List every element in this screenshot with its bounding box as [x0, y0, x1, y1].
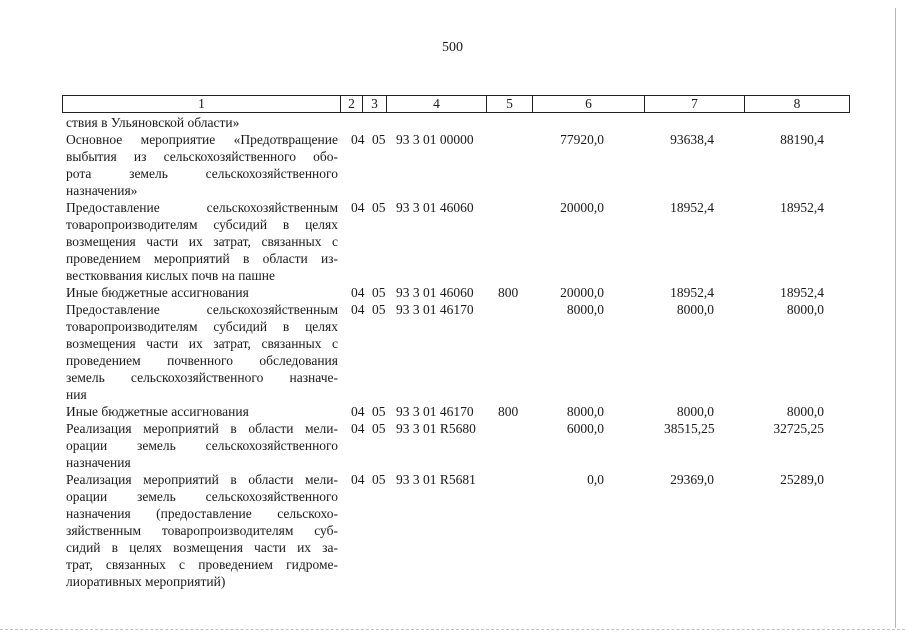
- amount-col6: 77920,0: [560, 132, 604, 147]
- column-header-1: 1: [63, 96, 341, 113]
- section-code: 04: [351, 302, 365, 317]
- column-header-7: 7: [645, 96, 745, 113]
- row-name-line: Иные бюджетные ассигнования: [66, 404, 249, 419]
- page-number: 500: [442, 40, 463, 55]
- table-row: [66, 403, 846, 420]
- amount-col6: 20000,0: [560, 200, 604, 215]
- amount-col7: 18952,4: [670, 200, 714, 215]
- subsection-code: 05: [372, 132, 386, 147]
- expense-type-code: 800: [498, 404, 519, 419]
- amount-col6: 20000,0: [560, 285, 604, 300]
- row-name: [66, 471, 338, 590]
- row-name-line: Основное мероприятие «Предотвращение: [66, 132, 338, 147]
- amount-col8: 18952,4: [780, 200, 824, 215]
- row-name-line: орации земель сельскохозяйственного: [66, 438, 338, 453]
- section-code: 04: [351, 285, 365, 300]
- table-row: [66, 284, 846, 301]
- amount-col8: 18952,4: [780, 285, 824, 300]
- amount-col8: 8000,0: [786, 404, 824, 419]
- table-row: [66, 131, 846, 199]
- amount-col6: 0,0: [587, 472, 604, 487]
- row-name-line: ствия в Ульяновской области»: [66, 115, 240, 130]
- column-header-row: [62, 95, 850, 113]
- row-name-line: Предоставление сельскохозяйственным: [66, 302, 338, 317]
- target-article-code: 93 3 01 46060: [396, 200, 474, 215]
- table-row: [66, 471, 846, 590]
- subsection-code: 05: [372, 200, 386, 215]
- amount-col6: 8000,0: [566, 404, 604, 419]
- amount-col8: 25289,0: [780, 472, 824, 487]
- row-name-line: Реализация мероприятий в области мели-: [66, 421, 338, 436]
- subsection-code: 05: [372, 404, 386, 419]
- budget-table-body: [66, 114, 846, 590]
- table-row: [66, 114, 846, 131]
- column-header-5: 5: [487, 96, 533, 113]
- subsection-code: 05: [372, 285, 386, 300]
- amount-col6: 6000,0: [566, 421, 604, 436]
- amount-col7: 29369,0: [670, 472, 714, 487]
- row-name-line: орации земель сельскохозяйственного: [66, 489, 338, 504]
- column-header-4: 4: [387, 96, 487, 113]
- column-header-8: 8: [745, 96, 850, 113]
- column-header-6: 6: [533, 96, 645, 113]
- amount-col7: 18952,4: [670, 285, 714, 300]
- target-article-code: 93 3 01 R5680: [396, 421, 476, 436]
- row-name: [66, 420, 338, 471]
- subsection-code: 05: [372, 302, 386, 317]
- amount-col8: 32725,25: [773, 421, 824, 436]
- row-name-line: возмещения части их затрат, связанных с: [66, 234, 338, 249]
- row-name-line: вестковвания кислых почв на пашне: [66, 268, 276, 283]
- row-name-line: товаропроизводителям субсидий в целях: [66, 319, 338, 334]
- expense-type-code: 800: [498, 285, 519, 300]
- row-name-line: назначения (предоставление сельскохо-: [66, 506, 338, 521]
- row-name-line: назначения: [66, 455, 131, 470]
- row-name-line: проведением почвенного обследования: [66, 353, 338, 368]
- target-article-code: 93 3 01 00000: [396, 132, 474, 147]
- row-name-line: зяйственным товаропроизводителям суб-: [66, 523, 338, 538]
- section-code: 04: [351, 472, 365, 487]
- row-name-line: ния: [66, 387, 87, 402]
- row-name: [66, 403, 338, 420]
- row-name-line: рота земель сельскохозяйственного: [66, 166, 338, 181]
- row-name-line: возмещения части их затрат, связанных с: [66, 336, 338, 351]
- section-code: 04: [351, 421, 365, 436]
- target-article-code: 93 3 01 R5681: [396, 472, 476, 487]
- row-name: [66, 284, 338, 301]
- row-name-line: выбытия из сельскохозяйственного обо-: [66, 149, 338, 164]
- row-name-line: Предоставление сельскохозяйственным: [66, 200, 338, 215]
- amount-col8: 8000,0: [786, 302, 824, 317]
- amount-col7: 8000,0: [676, 302, 714, 317]
- row-name-line: Иные бюджетные ассигнования: [66, 285, 249, 300]
- row-name-line: проведением мероприятий в области из-: [66, 251, 338, 266]
- amount-col7: 8000,0: [676, 404, 714, 419]
- table-row: [66, 420, 846, 471]
- row-name-line: назначения»: [66, 183, 138, 198]
- amount-col7: 38515,25: [664, 421, 715, 436]
- row-name-line: сидий в целях возмещения части их за-: [66, 540, 338, 555]
- row-name: [66, 114, 338, 131]
- amount-col8: 88190,4: [780, 132, 824, 147]
- column-header-2: 2: [341, 96, 363, 113]
- target-article-code: 93 3 01 46170: [396, 302, 474, 317]
- amount-col6: 8000,0: [566, 302, 604, 317]
- row-name-line: трат, связанных с проведением гидроме-: [66, 557, 338, 572]
- amount-col7: 93638,4: [670, 132, 714, 147]
- subsection-code: 05: [372, 421, 386, 436]
- row-name-line: товаропроизводителям субсидий в целях: [66, 217, 338, 232]
- section-code: 04: [351, 200, 365, 215]
- row-name: [66, 301, 338, 403]
- row-name-line: лиоративных мероприятий): [66, 574, 226, 589]
- target-article-code: 93 3 01 46170: [396, 404, 474, 419]
- row-name: [66, 131, 338, 199]
- page-bottom-edge: [0, 629, 905, 630]
- section-code: 04: [351, 132, 365, 147]
- table-row: [66, 301, 846, 403]
- row-name: [66, 199, 338, 284]
- target-article-code: 93 3 01 46060: [396, 285, 474, 300]
- row-name-line: земель сельскохозяйственного назначе-: [66, 370, 338, 385]
- section-code: 04: [351, 404, 365, 419]
- table-row: [66, 199, 846, 284]
- column-header-3: 3: [363, 96, 387, 113]
- page-right-edge: [895, 8, 896, 628]
- row-name-line: Реализация мероприятий в области мели-: [66, 472, 338, 487]
- subsection-code: 05: [372, 472, 386, 487]
